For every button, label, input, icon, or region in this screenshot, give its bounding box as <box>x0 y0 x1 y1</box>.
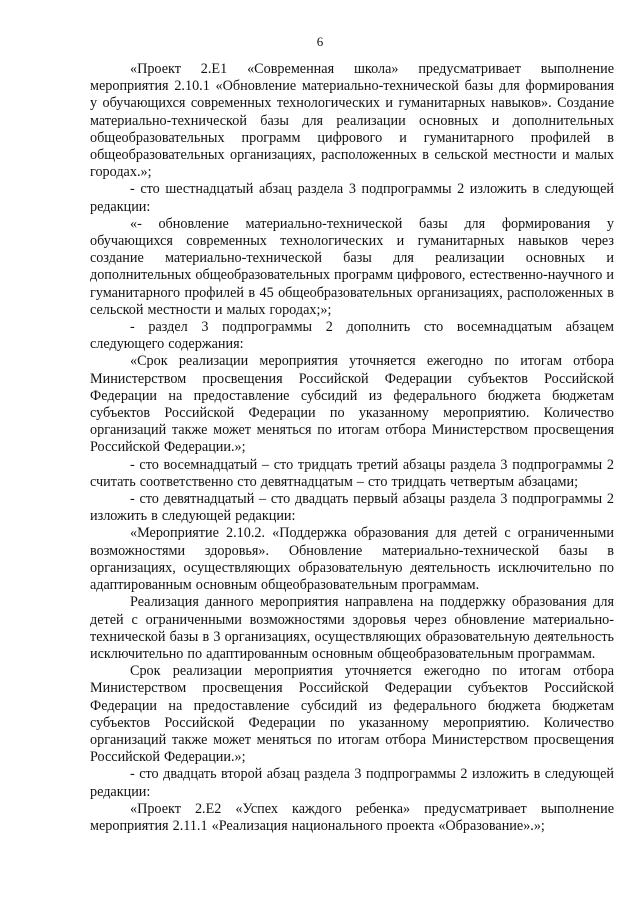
paragraph-deadline-1: «Срок реализации мероприятия уточняется ежегодно по итогам отбора Министерством просвещения Российской Федерации субъектов Российской Федерации на предоставление субсидий из федерального бюджета бюджетам субъектов Российской Федерации по указанному мероприятию. Количество организаций также может меняться по итогам отбора Министерством просвещения Российской Федерации.»; <box>90 353 614 456</box>
page-number: 6 <box>316 34 324 49</box>
paragraph-update-base: «- обновление материально-технической базы для формирования у обучающихся современных технологических и гуманитарных навыков через создание материально-технической базы для реализации основных и дополнительных общеобразовательных программ цифрового, естественно-научного и гуманитарного профилей в 45 общеобразовательных организациях, расположенных в сельской местности и малых городах;»; <box>90 215 614 318</box>
paragraph-project-e1: «Проект 2.Е1 «Современная школа» предусматривает выполнение мероприятия 2.10.1 «Обновление материально-технической базы для формирования у обучающихся современных технологических и гуманитарных навыков». Создание материально-технической базы для реализации основных и дополнительных общеобразовательных программ цифрового и гуманитарного профилей в общеобразовательных организациях, расположенных в сельской местности и малых городах.»; <box>90 61 614 181</box>
paragraph-measure-2-10-2: «Мероприятие 2.10.2. «Поддержка образования для детей с ограниченными возможностями здоровья». Обновление материально-технической базы в организациях, осуществляющих образовательную деятельность исключительно по адаптированным основным общеобразовательным программам. <box>90 525 614 594</box>
paragraph-instruction-122: - сто двадцать второй абзац раздела 3 подпрограммы 2 изложить в следующей редакции: <box>90 766 614 800</box>
paragraph-instruction-118: - раздел 3 подпрограммы 2 дополнить сто восемнадцатым абзацем следующего содержания: <box>90 319 614 353</box>
document-body <box>90 61 614 835</box>
paragraph-deadline-2: Срок реализации мероприятия уточняется ежегодно по итогам отбора Министерством просвещения Российской Федерации субъектов Российской Федерации на предоставление субсидий из федерального бюджета бюджетам субъектов Российской Федерации по указанному мероприятию. Количество организаций также может меняться по итогам отбора Министерством просвещения Российской Федерации.»; <box>90 663 614 766</box>
paragraph-measure-implementation: Реализация данного мероприятия направлена на поддержку образования для детей с ограниченными возможностями здоровья через обновление материально-технической базы в 3 организациях, осуществляющих образовательную деятельность исключительно по адаптированным основным общеобразовательным программам. <box>90 594 614 662</box>
paragraph-renumber: - сто восемнадцатый – сто тридцать третий абзацы раздела 3 подпрограммы 2 считать соответственно сто девятнадцатым – сто тридцать четвертым абзацами; <box>90 456 614 490</box>
paragraph-instruction-116: - сто шестнадцатый абзац раздела 3 подпрограммы 2 изложить в следующей редакции: <box>90 181 614 215</box>
paragraph-instruction-119-121: - сто девятнадцатый – сто двадцать первый абзацы раздела 3 подпрограммы 2 изложить в следующей редакции: <box>90 491 614 525</box>
paragraph-project-e2: «Проект 2.Е2 «Успех каждого ребенка» предусматривает выполнение мероприятия 2.11.1 «Реализация национального проекта «Образование».»; <box>90 800 614 834</box>
